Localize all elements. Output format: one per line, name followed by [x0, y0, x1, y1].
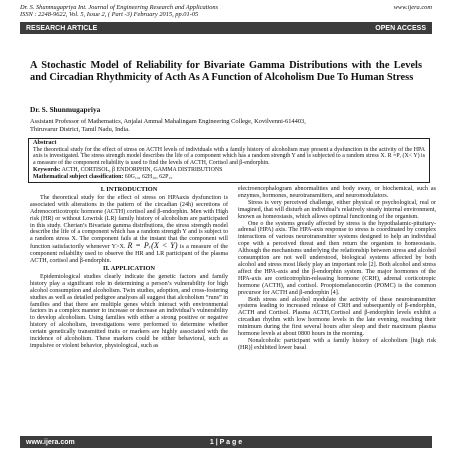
keywords-value: ACTH, CORTISOL, β ENDORPHIN, GAMMA DISTRIBUTIONS	[60, 166, 223, 173]
issn-line: ISSN : 2248-9622, Vol. 5, Issue 2, ( Part -3) February 2015, pp.01-05	[20, 11, 199, 19]
left-column	[30, 186, 228, 350]
footer-website[interactable]: www.ijera.com	[26, 438, 75, 446]
reliability-formula: R = Pᵣ(X < Y)	[127, 241, 178, 251]
right-paragraph-0: electroencephalogram abnormalities and body sway, or biochemical, such as enzymes, hormones, neurotransmitters, and neuromodulators.	[238, 186, 436, 199]
introduction-paragraph	[30, 195, 228, 265]
journal-website[interactable]: www.ijera.com	[393, 4, 432, 11]
msc-line	[33, 174, 425, 181]
affiliation-line-1: Assistant Professor of Mathematics, Anjalai Ammal Mahalingam Engineering College, Kovilvenni-614403,	[30, 118, 306, 125]
introduction-text-end: is a measure of the component reliability used to observe the HR and LR participant of the plasma ACTH, cortisol and β-endorphin.	[30, 244, 228, 265]
right-paragraph-3: Both stress and alcohol modulate the activity of these neurotransmitter systems leading to increased release of CRH and subsequently of β-endorphin, ACTH and Cortisol. Plasma ACTH,Cortisol and β-endorphin levels exhibit a circadian rhythm with low hormone levels in the late evening, reaching their minimum during the first several hours after sleep and their maximum plasma hormone levels at about 0800 hours in the morning.	[238, 296, 436, 338]
right-paragraph-1: Stress is very perceived challenge, either physical or psychological, real or imagined, that will disturb an individual’s relatively steady internal environment, known as homeostasis, which allows optimal functioning of the organism.	[238, 199, 436, 220]
introduction-heading: I. INTRODUCTION	[100, 186, 158, 193]
right-paragraph-4: Nonalcoholic participant with a family history of alcoholism [high risk (HR)] exhibited lower basal	[238, 337, 436, 351]
introduction-text: The theoretical study for the effect of stress on HPAaxis dysfunction is associated with alterations in the pattern of the circadian (24h) secretions of Adrenocorticotropic hormone (ACTH) cortisol and β-endorphin. Men with High risk (HR) or without Lowrisk (LR) family history of alcoholism are participated in this study. Cherian’s Bivariate gamma distributions, the stress strength model describe the life of a component which has a random strength Y and is subject to a random stress X. The component fails at the instant that the component will function satisfactorily whenever Y>X.	[30, 194, 228, 251]
application-heading: II. APPLICATION	[102, 264, 156, 272]
abstract-text: The theoretical study for the effect of stress on ACTH levels of individuals with a family history of alcoholism may present a dysfunction in the activity of the HPA axis is investigated. The stress strength model describes the life of a component which has a random strength Y and is subjected to a random stress X. R =Pᵣ (X< Y) is a measure of the component reliability is used to find the levels of ACTH, Cortisol and β-endorphin.	[33, 146, 425, 167]
author-affiliation	[30, 118, 430, 133]
paper-title: A Stochastic Model of Reliability for Bivariate Gamma Distributions with the Levels and Circadian Rhythmicity of Acth As A Function of Alcoholism Due To Human Stress	[30, 60, 422, 84]
abstract-heading: Abstract	[33, 139, 57, 146]
msc-label: Mathematical subject classification:	[33, 173, 124, 180]
right-paragraph-2: One o the systems greatly affected by stress is the hypothalamic-pituitary-adrenal (HPA) axis. The HPA-axis response to stress is coordinated by complex interactions of various neurotransmitter systems designed to help an individual cope with a perceived threat and then return the organism to homeostasis. Although the mechanisms underlying the relationship between stress and alcohol consumption are not well understood, biological systems affected by both alcohol and stress most likely play an important role [2]. Both alcohol and stress affect the HPA-axis and the β-endorphin system. The major hormones of the HPA-axis are corticotrophin-releasing hormone (CRH), adrenal corticotropic hormone (ACTH), and cortisol. Proopiomelanocortin (POMC) is the common precursor for ACTH and β-endorphin [4].	[238, 220, 436, 296]
keywords-line	[33, 167, 425, 174]
application-paragraph: Epidemiological studies clearly indicate the genetic factors and family history play a significant role in determining a person’s vulnerability for high alcohol consumption and alcoholism. Twin studies, adoption, and cross-fostering studies as well as detailed pedigree analyses all suggest that alcoholism “runs” in families and that there are multiple genes which interact with environmental factors in a complex manner to increase or decrease an individual’s vulnerability to develop alcoholism. Using families with either a strong positive or negative history of alcoholism, investigations were performed to determine whether certain genetically transmitted traits or markers are highly associated with the incidence of alcoholism. These markers could be either behavioral, such as impulsive or violent behavior, physiological, such as	[30, 273, 228, 349]
keywords-label: Keywords:	[33, 166, 61, 173]
top-band	[20, 22, 432, 34]
author-name: Dr. S. Shunmugapriya	[30, 105, 101, 114]
article-type-label: RESEARCH ARTICLE	[26, 24, 98, 32]
open-access-label: OPEN ACCESS	[375, 24, 426, 32]
right-column	[238, 186, 436, 352]
page-number: 1 | P a g e	[209, 438, 243, 446]
footer-band	[20, 436, 432, 448]
affiliation-line-2: Thiruvarur District, Tamil Nadu, India.	[30, 125, 130, 133]
journal-citation: Dr. S. Shunmugapriya Int. Journal of Engineering Research and Applications	[20, 4, 219, 11]
msc-value: 60G₁₅, 62H₁₀, 62P₁₅	[123, 173, 173, 180]
running-header	[20, 4, 432, 19]
abstract-box	[28, 138, 430, 183]
